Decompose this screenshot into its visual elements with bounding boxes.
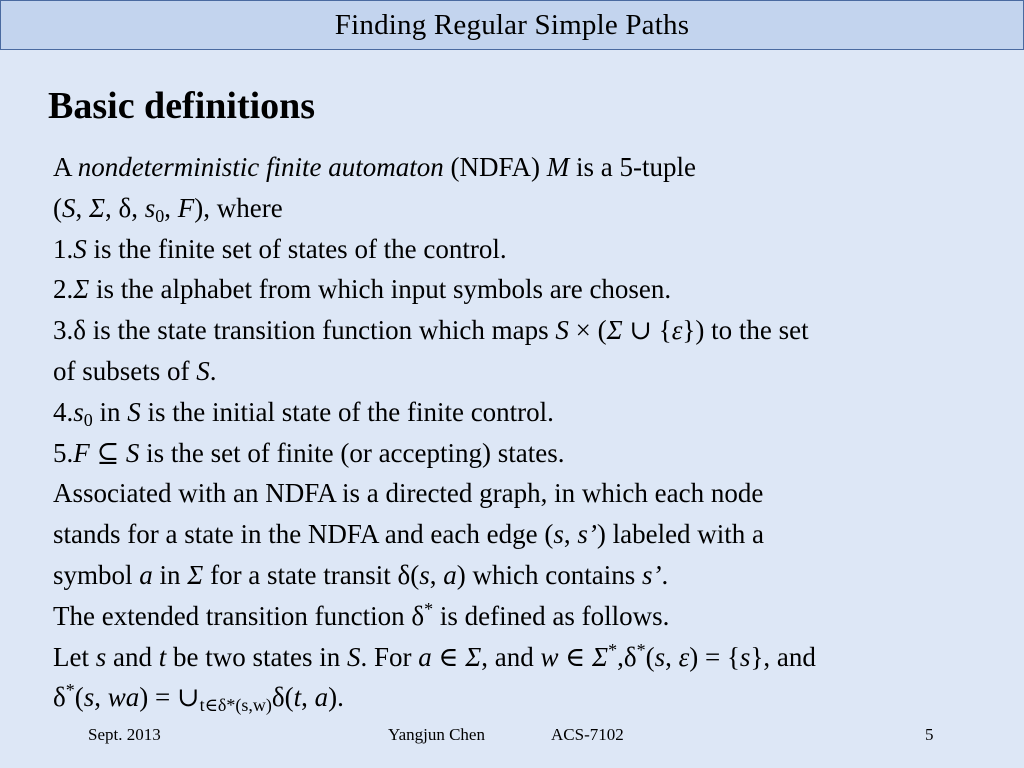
body-line-9: Associated with an NDFA is a directed graph, in which each node bbox=[53, 478, 764, 509]
slide-title-bar bbox=[0, 0, 1024, 50]
footer-author: Yangjun Chen bbox=[388, 725, 485, 744]
footer-course: ACS-7102 bbox=[551, 725, 624, 744]
body-line-12: The extended transition function δ* is defined as follows. bbox=[53, 598, 670, 631]
body-line-13: Let s and t be two states in S. For a ∈ Σ, and w ∈ Σ*,δ*(s, ε) = {s}, and bbox=[53, 639, 816, 672]
definition-body bbox=[53, 147, 1018, 718]
body-line-1: A nondeterministic finite automaton (NDFA) M is a 5-tuple bbox=[53, 152, 696, 182]
body-line-4: 2.Σ is the alphabet from which input symbols are chosen. bbox=[53, 274, 672, 305]
body-line-5: 3.δ is the state transition function which maps S × (Σ ∪ {ε}) to the set bbox=[53, 315, 809, 346]
body-line-10: stands for a state in the NDFA and each edge (s, s’) labeled with a bbox=[53, 519, 765, 550]
body-line-8: 5.F ⊆ S is the set of finite (or accepting) states. bbox=[53, 437, 565, 468]
body-line-3: 1.S is the finite set of states of the control. bbox=[53, 233, 507, 264]
body-line-11: symbol a in Σ for a state transit δ(s, a) which contains s’. bbox=[53, 559, 669, 590]
body-line-7: $4.s_0$ in S is the initial state of the finite control. bbox=[53, 396, 554, 430]
body-line-2: (S, Σ, δ, $s_0$, F), where bbox=[53, 192, 283, 226]
body-line-14: δ*(s, $wa) = \cup_{t\in\delta*(s,w)}\delta(t$, a). bbox=[53, 680, 344, 716]
slide-title: Finding Regular Simple Paths bbox=[334, 8, 690, 41]
footer-page-number: 5 bbox=[925, 725, 934, 744]
section-heading: Basic definitions bbox=[48, 85, 316, 127]
slide-footer bbox=[0, 725, 1024, 749]
body-line-6: of subsets of S. bbox=[53, 355, 217, 386]
footer-date: Sept. 2013 bbox=[88, 725, 161, 744]
